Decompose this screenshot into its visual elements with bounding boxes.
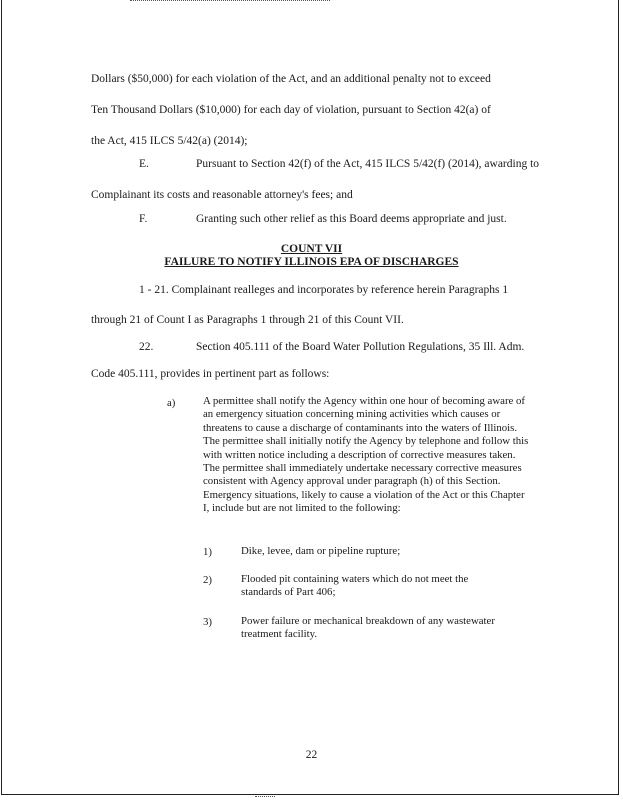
paragraph-1-21-line-1: 1 - 21. Complainant realleges and incorporates by reference herein Paragraphs 1 [139, 284, 509, 296]
count-title: COUNT VII [280, 243, 343, 255]
item-f-line-1: Granting such other relief as this Board deems appropriate and just. [196, 213, 507, 225]
scan-artifact-top [130, 0, 330, 3]
quote-text: A permittee shall notify the Agency within one hour of becoming aware of an emergency situation concerning mining activities which causes or threatens to cause a discharge of contaminants into the waters of Illinois. The permittee shall initially notify the Agency by telephone and follow this with written notice including a description of corrective measures taken. The permittee shall immediately undertake necessary corrective measures consistent with Agency approval under paragraph (h) of this Section. Emergency situations, likely to cause a violation of the Act or this Chapter I, include but are not limited to the following: [203, 395, 529, 515]
item-e-line-2: Complainant its costs and reasonable attorney's fees; and [91, 189, 353, 201]
quote-item-3-num: 3) [203, 616, 212, 628]
paragraph-22-label: 22. [139, 341, 154, 353]
count-subtitle: FAILURE TO NOTIFY ILLINOIS EPA OF DISCHARGES [164, 256, 459, 268]
quote-item-1-text: Dike, levee, dam or pipeline rupture; [241, 545, 401, 557]
item-f-label: F. [139, 213, 148, 225]
paragraph-1-21-line-2: through 21 of Count I as Paragraphs 1 through 21 of this Count VII. [91, 314, 404, 326]
item-e-label: E. [139, 158, 149, 170]
item-e-line-1: Pursuant to Section 42(f) of the Act, 415 ILCS 5/42(f) (2014), awarding to [196, 158, 540, 170]
paragraph-continued-line-2: Ten Thousand Dollars ($10,000) for each day of violation, pursuant to Section 42(a) of [91, 104, 491, 116]
quote-item-2-text: Flooded pit containing waters which do not meet the standards of Part 406; [241, 573, 469, 599]
quote-item-1-num: 1) [203, 546, 212, 558]
quote-item-2-num: 2) [203, 574, 212, 586]
paragraph-continued-line-3: the Act, 415 ILCS 5/42(a) (2014); [91, 135, 248, 147]
paragraph-continued-line-1: Dollars ($50,000) for each violation of the Act, and an additional penalty not to exceed [91, 73, 491, 85]
quote-label-a: a) [167, 397, 176, 409]
quote-item-3-text: Power failure or mechanical breakdown of any wastewater treatment facility. [241, 615, 495, 641]
page-number: 22 [305, 749, 318, 761]
scan-artifact-bottom [255, 796, 275, 798]
paragraph-22-line-2: Code 405.111, provides in pertinent part as follows: [91, 368, 330, 380]
paragraph-22-line-1: Section 405.111 of the Board Water Pollution Regulations, 35 Ill. Adm. [196, 341, 525, 353]
